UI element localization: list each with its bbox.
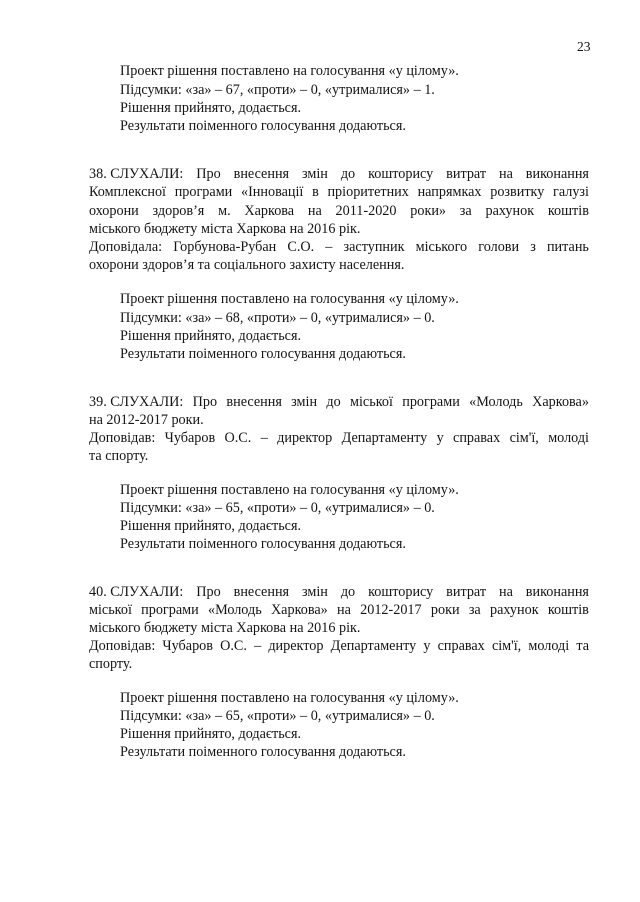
speaker-line: та спорту. <box>89 448 149 464</box>
vote-tally: Підсумки: «за» – 67, «проти» – 0, «утрималися» – 1. <box>120 82 435 98</box>
speaker-line: Доповідав: Чубаров О.С. – директор Департаменту у справах сім'ї, молоді та <box>89 638 589 654</box>
vote-decision: Рішення прийнято, додається. <box>120 328 302 344</box>
item-text-line: міського бюджету міста Харкова на 2016 рік. <box>89 620 361 636</box>
item-text-line: на 2012-2017 роки. <box>89 412 204 428</box>
item-text-line: міської програми «Молодь Харкова» на 2012-2017 роки за рахунок коштів <box>89 602 589 618</box>
speaker-line: спорту. <box>89 656 133 672</box>
item-heading-line: 39. СЛУХАЛИ: Про внесення змін до міської програми «Молодь Харкова» <box>89 394 589 410</box>
vote-proposal: Проект рішення поставлено на голосування «у цілому». <box>120 482 459 498</box>
vote-results: Результати поіменного голосування додаються. <box>120 118 406 134</box>
vote-tally: Підсумки: «за» – 65, «проти» – 0, «утрималися» – 0. <box>120 708 435 724</box>
vote-proposal: Проект рішення поставлено на голосування «у цілому». <box>120 291 459 307</box>
vote-decision: Рішення прийнято, додається. <box>120 518 302 534</box>
item-text-line: охорони здоров’я м. Харкова на 2011-2020 роки» за рахунок коштів <box>89 203 589 219</box>
vote-decision: Рішення прийнято, додається. <box>120 726 302 742</box>
page-number: 23 <box>577 39 591 54</box>
vote-results: Результати поіменного голосування додаються. <box>120 346 406 362</box>
vote-proposal: Проект рішення поставлено на голосування «у цілому». <box>120 690 459 706</box>
speaker-line: Доповідала: Горбунова-Рубан С.О. – заступник міського голови з питань <box>89 239 589 255</box>
vote-decision: Рішення прийнято, додається. <box>120 100 302 116</box>
vote-proposal: Проект рішення поставлено на голосування «у цілому». <box>120 63 459 79</box>
item-text-line: Комплексної програми «Інновації в пріоритетних напрямках розвитку галузі <box>89 184 589 200</box>
vote-results: Результати поіменного голосування додаються. <box>120 536 406 552</box>
speaker-line: охорони здоров’я та соціального захисту населення. <box>89 257 405 273</box>
speaker-line: Доповідав: Чубаров О.С. – директор Департаменту у справах сім'ї, молоді <box>89 430 589 446</box>
item-heading-line: 40. СЛУХАЛИ: Про внесення змін до кошторису витрат на виконання <box>89 584 589 600</box>
item-text-line: міського бюджету міста Харкова на 2016 рік. <box>89 221 361 237</box>
vote-results: Результати поіменного голосування додаються. <box>120 744 406 760</box>
item-heading-line: 38. СЛУХАЛИ: Про внесення змін до кошторису витрат на виконання <box>89 166 589 182</box>
vote-tally: Підсумки: «за» – 65, «проти» – 0, «утрималися» – 0. <box>120 500 435 516</box>
vote-tally: Підсумки: «за» – 68, «проти» – 0, «утрималися» – 0. <box>120 310 435 326</box>
